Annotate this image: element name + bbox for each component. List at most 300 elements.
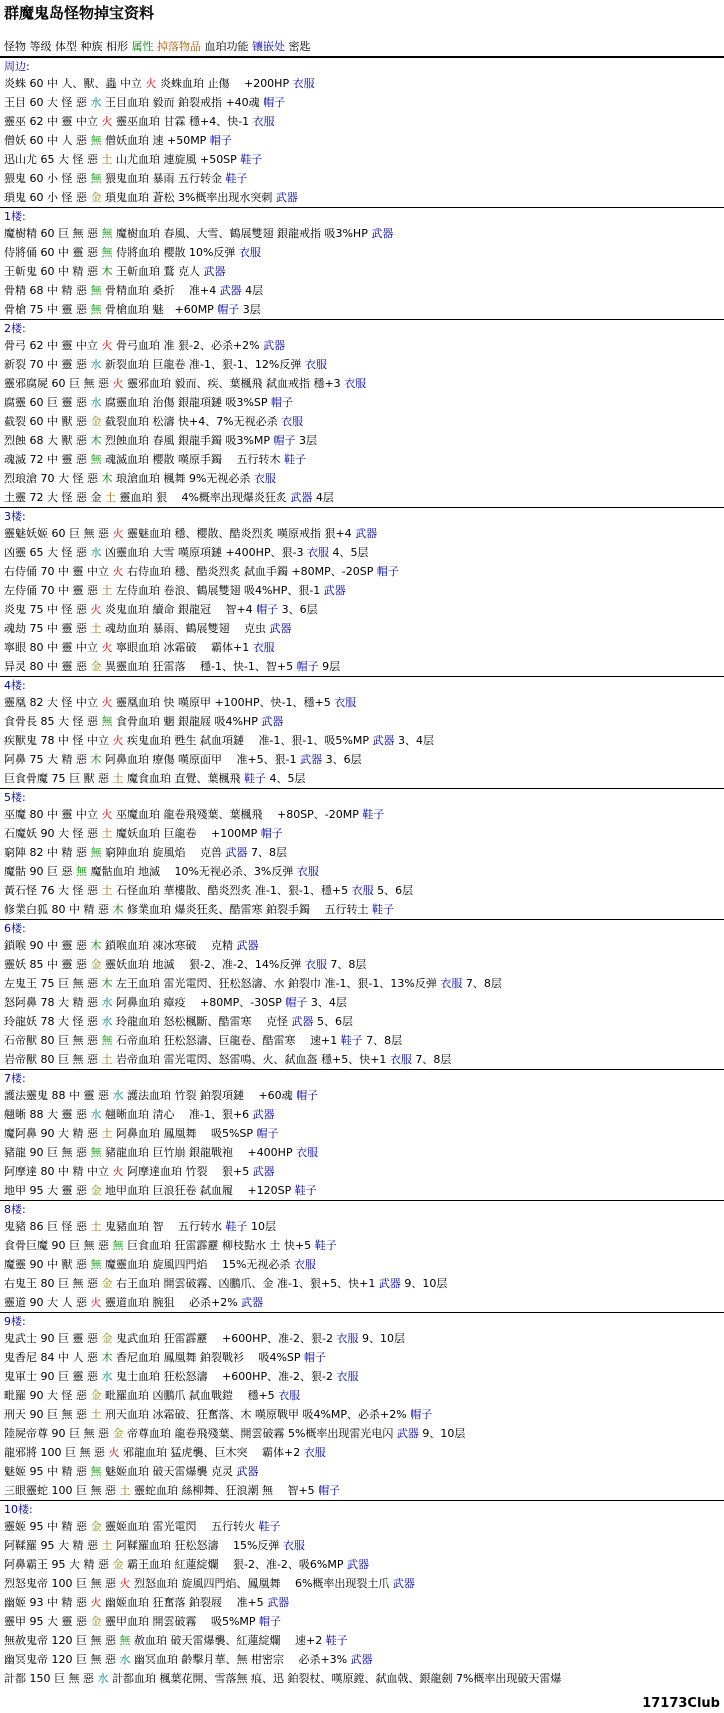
slot-label: 武器 (252, 1108, 275, 1121)
monster-row (0, 281, 724, 300)
row-text: 刑天 90 巨 無 惡 (4, 1408, 91, 1421)
element-label: 土 (90, 1408, 102, 1421)
row-text: 猥鬼血珀 暴雨 五行转金 (101, 172, 226, 185)
row-text: 毗羅 90 大 怪 惡 (4, 1389, 91, 1402)
element-label: 無 (101, 246, 113, 259)
row-text: 7、8层 (326, 958, 367, 971)
slot-label: 衣服 (336, 1370, 359, 1383)
slot-label: 鞋子 (283, 453, 306, 466)
row-text: 9、10层 (418, 1427, 466, 1440)
element-label: 火 (112, 377, 124, 390)
row-text: 魔樹精 60 巨 無 惡 (4, 227, 102, 240)
monster-row (0, 712, 724, 731)
row-text: 食骨血珀 魍 銀龍屐 吸4%HP (112, 715, 262, 728)
monster-row (0, 750, 724, 769)
monster-row (0, 862, 724, 881)
monster-row (0, 805, 724, 824)
monster-row (0, 1405, 724, 1424)
row-text: 阿鼻血珀 瘴疫 +80MP、-30SP (112, 996, 286, 1009)
element-label: 土 (90, 1220, 102, 1233)
row-text: 烈蝕血珀 春風 銀龍手鐲 吸3%MP (101, 434, 274, 447)
slot-label: 衣服 (440, 977, 463, 990)
row-text: 靈凰 82 大 怪 中立 (4, 696, 102, 709)
row-text: 幽姬 93 中 精 惡 (4, 1596, 91, 1609)
row-text: 鬼豬 86 巨 怪 惡 (4, 1220, 91, 1233)
row-text: 僧妖 60 中 人 惡 (4, 134, 91, 147)
monster-row (0, 1462, 724, 1481)
monster-row (0, 1329, 724, 1348)
monster-row (0, 188, 724, 207)
row-text: 左王血珀 雷光電閃、狂松怒濤、水 鉑裂巾 准-1、狠-1、13%反弹 (112, 977, 441, 990)
row-text: 靈甲血珀 開雲破霧 吸5%MP (101, 1615, 260, 1628)
monster-row (0, 1181, 724, 1200)
element-label: 金 (90, 958, 102, 971)
row-text: 烈怒鬼帝 100 巨 無 惡 (4, 1577, 120, 1590)
monster-row (0, 112, 724, 131)
section-header: 8楼: (0, 1200, 724, 1217)
row-text: 鬼豬血珀 智 五行转水 (101, 1220, 226, 1233)
row-text: 毗羅血珀 凶鵬爪 弑血戰鎧 穩+5 (101, 1389, 279, 1402)
row-text: 阿鼻霸王 95 大 精 惡 (4, 1558, 113, 1571)
row-text: 疾鬼血珀 甦生 弑血項鏈 准-1、狠-1、吸5%MP (123, 734, 373, 747)
row-text: 石怪血珀 華樓散、酷炎烈炙 准-1、狠-1、穩+5 (112, 884, 352, 897)
monster-row (0, 1162, 724, 1181)
monster-row (0, 1050, 724, 1069)
section-header: 7楼: (0, 1069, 724, 1086)
row-text: 魂滅血珀 櫻散 嘆原手鐲 五行转木 (101, 453, 284, 466)
monster-row (0, 131, 724, 150)
slot-label: 武器 (323, 584, 346, 597)
monster-row (0, 1348, 724, 1367)
monster-row (0, 150, 724, 169)
row-text: 9层 (318, 660, 341, 673)
slot-label: 鞋子 (258, 1520, 281, 1533)
row-text: 豬龍 90 巨 無 惡 (4, 1146, 91, 1159)
monster-row (0, 1386, 724, 1405)
element-label: 金 (112, 1558, 124, 1571)
element-label: 火 (112, 1165, 124, 1178)
row-text: 魂劫 75 中 靈 惡 (4, 622, 91, 635)
monster-row (0, 638, 724, 657)
row-text: 鬼香尼 84 中 人 惡 (4, 1351, 102, 1364)
row-text: 骨精 68 中 精 惡 (4, 284, 91, 297)
element-label: 無 (112, 1239, 124, 1252)
row-text: 烈怒血珀 旋風四門焰、鳳凰舞 6%概率出现裂土爪 (130, 1577, 393, 1590)
row-text: 右侍俑 70 中 靈 中立 (4, 565, 113, 578)
row-text: 4、5层 (329, 546, 369, 559)
element-label: 火 (112, 565, 124, 578)
row-text: 山尤血珀 連旋風 +50SP (112, 153, 241, 166)
row-text: 食骨長 85 大 怪 惡 (4, 715, 102, 728)
row-text: 怒阿鼻 78 大 精 惡 (4, 996, 102, 1009)
slot-label: 衣服 (296, 1146, 319, 1159)
row-text: 阿鼻血珀 鳳凰舞 吸5%SP (112, 1127, 257, 1140)
row-text: 王斬血珀 鶩 克人 (112, 265, 204, 278)
row-text: 阿摩達 80 中 精 中立 (4, 1165, 113, 1178)
row-text: 9、10层 (358, 1332, 406, 1345)
slot-label: 鞋子 (371, 903, 394, 916)
element-label: 火 (112, 527, 124, 540)
row-text: 5、6层 (313, 1015, 353, 1028)
slot-label: 衣服 (292, 77, 315, 90)
monster-row (0, 900, 724, 919)
element-label: 水 (90, 546, 102, 559)
element-label: 土 (101, 584, 113, 597)
slot-label: 武器 (203, 265, 226, 278)
slot-label: 武器 (225, 846, 248, 859)
element-label: 無 (90, 846, 102, 859)
row-text: 3、4层 (394, 734, 434, 747)
slot-label: 武器 (236, 939, 259, 952)
monster-row (0, 1086, 724, 1105)
monster-row (0, 1367, 724, 1386)
element-label: 火 (112, 734, 124, 747)
monster-row (0, 1443, 724, 1462)
row-text: 腐靈 60 巨 靈 惡 (4, 396, 91, 409)
monster-row (0, 488, 724, 507)
element-label: 無 (75, 865, 87, 878)
row-text: 3层 (239, 303, 261, 316)
row-text: 王目 60 大 怪 惡 (4, 96, 91, 109)
slot-label: 鞋子 (294, 1184, 317, 1197)
monster-row (0, 974, 724, 993)
slot-label: 衣服 (307, 546, 330, 559)
header-label: 密匙 (284, 40, 311, 53)
row-text: 魂劫血珀 暴雨、鶴展雙翅 克虫 (101, 622, 270, 635)
slot-label: 衣服 (296, 865, 319, 878)
monster-row (0, 355, 724, 374)
monster-row (0, 1031, 724, 1050)
row-text: 豬龍血珀 巨竹崩 銀龍戰袍 +400HP (101, 1146, 297, 1159)
row-text: 靈姬 95 中 精 惡 (4, 1520, 91, 1533)
element-label: 金 (101, 1332, 113, 1345)
section-header: 2楼: (0, 319, 724, 336)
slot-label: 鞋子 (314, 1239, 337, 1252)
monster-row (0, 993, 724, 1012)
header-label: 怪物 等级 体型 种族 相形 (4, 40, 132, 53)
slot-label: 帽子 (263, 96, 286, 109)
monster-row (0, 1012, 724, 1031)
row-text: 鬼武血珀 狂雷霹靂 +600HP、准-2、狠-2 (112, 1332, 337, 1345)
row-text: 土靈 72 大 怪 惡 金 (4, 491, 105, 504)
row-text: 幽冥鬼帝 120 巨 無 惡 (4, 1653, 120, 1666)
slot-label: 武器 (263, 339, 286, 352)
row-text: 炎蛛 60 中 人、獸、蟲 中立 (4, 77, 146, 90)
row-text: 鬼軍士 90 巨 靈 惡 (4, 1370, 102, 1383)
slot-label: 鞋子 (362, 808, 385, 821)
element-label: 火 (145, 77, 157, 90)
row-text: 鬼武士 90 巨 靈 惡 (4, 1332, 102, 1345)
row-text: 計都血珀 楓葉花開、雪落無 痕、迅 鉑裂杖、嘆原鏜、弑血戟、銀龍劍 7%概率出现破天雷爆 (108, 1672, 562, 1685)
monster-row (0, 843, 724, 862)
element-label: 土 (101, 884, 113, 897)
monster-row (0, 224, 724, 243)
monster-row (0, 693, 724, 712)
element-label: 木 (90, 939, 102, 952)
slot-label: 衣服 (304, 958, 327, 971)
row-text: 疾獸鬼 78 中 怪 中立 (4, 734, 113, 747)
element-label: 火 (101, 808, 113, 821)
row-text: 猥鬼 60 小 怪 惡 (4, 172, 91, 185)
monster-row (0, 300, 724, 319)
row-text: 新裂 70 中 靈 惡 (4, 358, 91, 371)
element-label: 金 (112, 1427, 124, 1440)
row-text: 靈凰血珀 快 嘆原甲 +100HP、快-1、穩+5 (112, 696, 335, 709)
row-text: 霸王血珀 紅蓮綻爛 狠-2、准-2、吸6%MP (123, 1558, 347, 1571)
slot-label: 武器 (378, 1277, 401, 1290)
slot-label: 衣服 (344, 377, 367, 390)
slot-label: 帽子 (285, 996, 308, 1009)
monster-row (0, 393, 724, 412)
element-label: 火 (101, 641, 113, 654)
slot-label: 武器 (346, 1558, 369, 1571)
row-text: 魔妖血珀 巨龍卷 +100MP (112, 827, 261, 840)
element-label: 木 (90, 753, 102, 766)
row-text: 靈道血珀 腕狙 必杀+2% (101, 1296, 242, 1309)
row-text: 炎鬼 75 中 怪 惡 (4, 603, 91, 616)
monster-row (0, 374, 724, 393)
row-text: 阿鼻血珀 療傷 嘆原面甲 准+5、狠-1 (101, 753, 301, 766)
slot-label: 鞋子 (325, 1634, 348, 1647)
monster-list (0, 57, 724, 1688)
header-label: 掉落物品 (156, 40, 201, 53)
monster-row (0, 1517, 724, 1536)
row-text: 巨食血珀 狂雷霹靂 柳枝點水 土 快+5 (123, 1239, 315, 1252)
monster-row (0, 1481, 724, 1500)
row-text: 魔靈血珀 旋風四門焰 15%无视必杀 (101, 1258, 294, 1271)
row-text: 凶靈血珀 大雪 嘆原項鏈 +400HP、狠-3 (101, 546, 308, 559)
monster-row (0, 881, 724, 900)
element-label: 土 (101, 1053, 113, 1066)
element-label: 金 (90, 1520, 102, 1533)
section-header: 6楼: (0, 919, 724, 936)
row-text: 魅姬血珀 破天雷爆襲 克灵 (101, 1465, 237, 1478)
row-text: 王斬鬼 60 中 精 惡 (4, 265, 102, 278)
row-text: 左鬼王 75 巨 無 惡 (4, 977, 102, 990)
element-label: 土 (101, 827, 113, 840)
row-text: 7、8层 (462, 977, 502, 990)
row-text: 迅山尤 65 大 怪 惡 (4, 153, 102, 166)
slot-label: 鞋子 (243, 772, 266, 785)
element-label: 水 (90, 396, 102, 409)
section-header: 4楼: (0, 676, 724, 693)
row-text: 靈妖 85 中 靈 惡 (4, 958, 91, 971)
row-text: 王目血珀 毅而 鉑裂戒指 +40魂 (101, 96, 264, 109)
slot-label: 武器 (252, 1165, 275, 1178)
row-text: 10层 (247, 1220, 276, 1233)
row-text: 新裂血珀 巨龍卷 准-1、狠-1、12%反弹 (101, 358, 305, 371)
element-label: 金 (90, 1389, 102, 1402)
element-label: 土 (112, 772, 124, 785)
row-text: 異靈血珀 狂雷落 穩-1、快-1、智+5 (101, 660, 297, 673)
slot-label: 衣服 (389, 1053, 412, 1066)
row-text: 地甲血珀 巨浪狂卷 弑血履 +120SP (101, 1184, 295, 1197)
slot-label: 帽子 (209, 134, 232, 147)
slot-label: 武器 (300, 753, 323, 766)
row-text: 骨弓血珀 准 狠-2、必杀+2% (112, 339, 264, 352)
element-label: 無 (90, 172, 102, 185)
row-text: 靈邪腐屍 60 巨 無 惡 (4, 377, 113, 390)
row-text: 骨精血珀 桑折 准+4 (101, 284, 220, 297)
row-text: 僧妖血珀 速 +50MP (101, 134, 210, 147)
row-text: 邪龍血珀 猛虎襲、巨木突 霸体+2 (119, 1446, 304, 1459)
row-text: 烈蝕 68 大 獸 惡 (4, 434, 91, 447)
row-text: 陸屍帝尊 90 巨 無 惡 (4, 1427, 113, 1440)
element-label: 金 (90, 1615, 102, 1628)
slot-label: 武器 (392, 1577, 415, 1590)
row-text: 瑣鬼 60 小 怪 惡 (4, 191, 91, 204)
monster-row (0, 93, 724, 112)
page-title: 群魔鬼岛怪物掉宝资料 (4, 4, 155, 22)
monster-row (0, 824, 724, 843)
monster-row (0, 450, 724, 469)
row-text: 石魔妖 90 大 怪 惡 (4, 827, 102, 840)
element-label: 土 (119, 1484, 131, 1497)
monster-row (0, 412, 724, 431)
monster-row (0, 1143, 724, 1162)
row-text: 靈姬血珀 雷光電閃 五行转火 (101, 1520, 259, 1533)
element-label: 木 (101, 1351, 113, 1364)
slot-label: 衣服 (238, 246, 261, 259)
row-text: 計都 150 巨 無 惡 (4, 1672, 98, 1685)
element-label: 水 (101, 1370, 113, 1383)
element-label: 土 (101, 1539, 113, 1552)
monster-row (0, 1274, 724, 1293)
element-label: 金 (101, 1277, 113, 1290)
row-text: 鎖喉 90 中 靈 惡 (4, 939, 91, 952)
slot-label: 帽子 (304, 1351, 327, 1364)
row-text: 4层 (312, 491, 334, 504)
row-text: 帝尊血珀 龍卷飛殘葉、開雲破霧 5%概率出现雷光电闪 (123, 1427, 397, 1440)
header-label: 属性 (131, 40, 154, 53)
slot-label: 帽子 (217, 303, 240, 316)
row-text: 魔骷血珀 地滅 10%无视必杀、3%反弹 (86, 865, 297, 878)
row-text: 鬼士血珀 狂松怒濤 +600HP、准-2、狠-2 (112, 1370, 337, 1383)
slot-label: 鞋子 (225, 172, 248, 185)
element-label: 火 (101, 696, 113, 709)
row-text: 幽冥血珀 齡擊月華、無 柑密宗 必杀+3% (130, 1653, 351, 1666)
row-text: 三眼靈蛇 100 巨 無 惡 (4, 1484, 120, 1497)
element-label: 無 (90, 284, 102, 297)
slot-label: 衣服 (282, 1539, 305, 1552)
slot-label: 帽子 (271, 396, 294, 409)
header-label: 血珀功能 (200, 40, 252, 53)
row-text: 靈魅妖姬 60 巨 無 惡 (4, 527, 113, 540)
monster-row (0, 243, 724, 262)
row-text: 异灵 80 中 靈 惡 (4, 660, 91, 673)
slot-label: 帽子 (296, 1089, 319, 1102)
monster-row (0, 562, 724, 581)
slot-label: 武器 (261, 715, 284, 728)
row-text: 阿鞣羅 95 大 精 惡 (4, 1539, 102, 1552)
row-text: 幽姬血珀 狂奮落 鉑裂屐 准+5 (101, 1596, 268, 1609)
row-text: 靈甲 95 大 靈 惡 (4, 1615, 91, 1628)
element-label: 金 (90, 415, 102, 428)
row-text: 凶靈 65 大 怪 惡 (4, 546, 91, 559)
row-text: 骨弓 62 中 靈 中立 (4, 339, 102, 352)
row-text: 黃石怪 76 大 怪 惡 (4, 884, 102, 897)
slot-label: 帽子 (410, 1408, 433, 1421)
row-text: 魔靈 90 中 獸 惡 (4, 1258, 91, 1271)
monster-row (0, 1424, 724, 1443)
element-label: 火 (90, 1296, 102, 1309)
row-text: 阿鞣羅血珀 狂松怒濤 15%反弹 (112, 1539, 283, 1552)
row-text: 左侍俑 70 中 靈 惡 (4, 584, 102, 597)
monster-row (0, 769, 724, 788)
row-text: 無赦鬼帝 120 巨 無 惡 (4, 1634, 120, 1647)
row-text: 食骨巨魔 90 巨 無 惡 (4, 1239, 113, 1252)
row-text: 鎖喉血珀 凍冰寒破 克精 (101, 939, 237, 952)
section-header: 5楼: (0, 788, 724, 805)
row-text: 炎蛛血珀 止傷 +200HP (156, 77, 293, 90)
slot-label: 武器 (396, 1427, 419, 1440)
row-text: 寧眼血珀 冰霜破 霸体+1 (112, 641, 253, 654)
row-text: 9、10层 (400, 1277, 448, 1290)
row-text: 刑天血珀 冰霜破、狂奮落、木 嘆原戰甲 吸4%MP、必杀+2% (101, 1408, 411, 1421)
row-text: 翹晰血珀 清心 准-1、狠+6 (101, 1108, 253, 1121)
monster-row (0, 431, 724, 450)
element-label: 金 (90, 1184, 102, 1197)
element-label: 無 (90, 1146, 102, 1159)
row-text: 3、6层 (322, 753, 362, 766)
element-label: 水 (101, 996, 113, 1009)
row-text: 翹晰 88 大 靈 惡 (4, 1108, 91, 1121)
row-text: 岩帝獸 80 巨 無 惡 (4, 1053, 102, 1066)
row-text: 3、6层 (278, 603, 318, 616)
monster-row (0, 469, 724, 488)
row-text: 侍將血珀 櫻散 10%反弹 (112, 246, 239, 259)
slot-label: 武器 (275, 191, 298, 204)
element-label: 火 (90, 1596, 102, 1609)
monster-row (0, 169, 724, 188)
row-text: 玲龍妖 78 大 怪 惡 (4, 1015, 102, 1028)
row-text: 截裂血珀 松濤 快+4、7%无视必杀 (101, 415, 282, 428)
element-label: 火 (108, 1446, 120, 1459)
slot-label: 衣服 (252, 641, 275, 654)
row-text: 龍邪將 100 巨 無 惡 (4, 1446, 109, 1459)
row-text: 瑣鬼血珀 蒼松 3%概率出现水突刺 (101, 191, 276, 204)
monster-row (0, 1105, 724, 1124)
row-text: 靈道 90 大 人 惡 (4, 1296, 91, 1309)
row-text: 魂滅 72 中 靈 惡 (4, 453, 91, 466)
element-label: 無 (119, 1634, 131, 1647)
element-label: 無 (90, 303, 102, 316)
row-text: 護法靈鬼 88 中 靈 惡 (4, 1089, 113, 1102)
row-text: 7、8层 (247, 846, 287, 859)
slot-label: 衣服 (303, 1446, 326, 1459)
monster-row (0, 1236, 724, 1255)
row-text: 右侍血珀 穩、酷炎烈炙 弑血手鐲 +80MP、-20SP (123, 565, 377, 578)
monster-row (0, 1555, 724, 1574)
slot-label: 帽子 (256, 603, 279, 616)
slot-label: 衣服 (253, 472, 276, 485)
element-label: 無 (90, 1258, 102, 1271)
row-text: 靈巫血珀 甘霖 穩+4、快-1 (112, 115, 253, 128)
slot-label: 衣服 (252, 115, 275, 128)
monster-row (0, 524, 724, 543)
row-text: 靈蛇血珀 絲柳舞、狂浪潮 無 智+5 (130, 1484, 319, 1497)
row-text: 骨槍血珀 魅 +60MP (101, 303, 218, 316)
row-text: 靈妖血珀 地滅 狠-2、准-2、14%反弹 (101, 958, 305, 971)
row-text: 護法血珀 竹裂 鉑裂項鏈 +60魂 (123, 1089, 297, 1102)
slot-label: 武器 (241, 1296, 264, 1309)
element-label: 土 (104, 491, 116, 504)
monster-row (0, 955, 724, 974)
row-text: 窮陣血珀 旋風焰 克兽 (101, 846, 226, 859)
row-text: 7、8层 (411, 1053, 452, 1066)
element-label: 火 (90, 603, 102, 616)
slot-label: 武器 (371, 227, 394, 240)
